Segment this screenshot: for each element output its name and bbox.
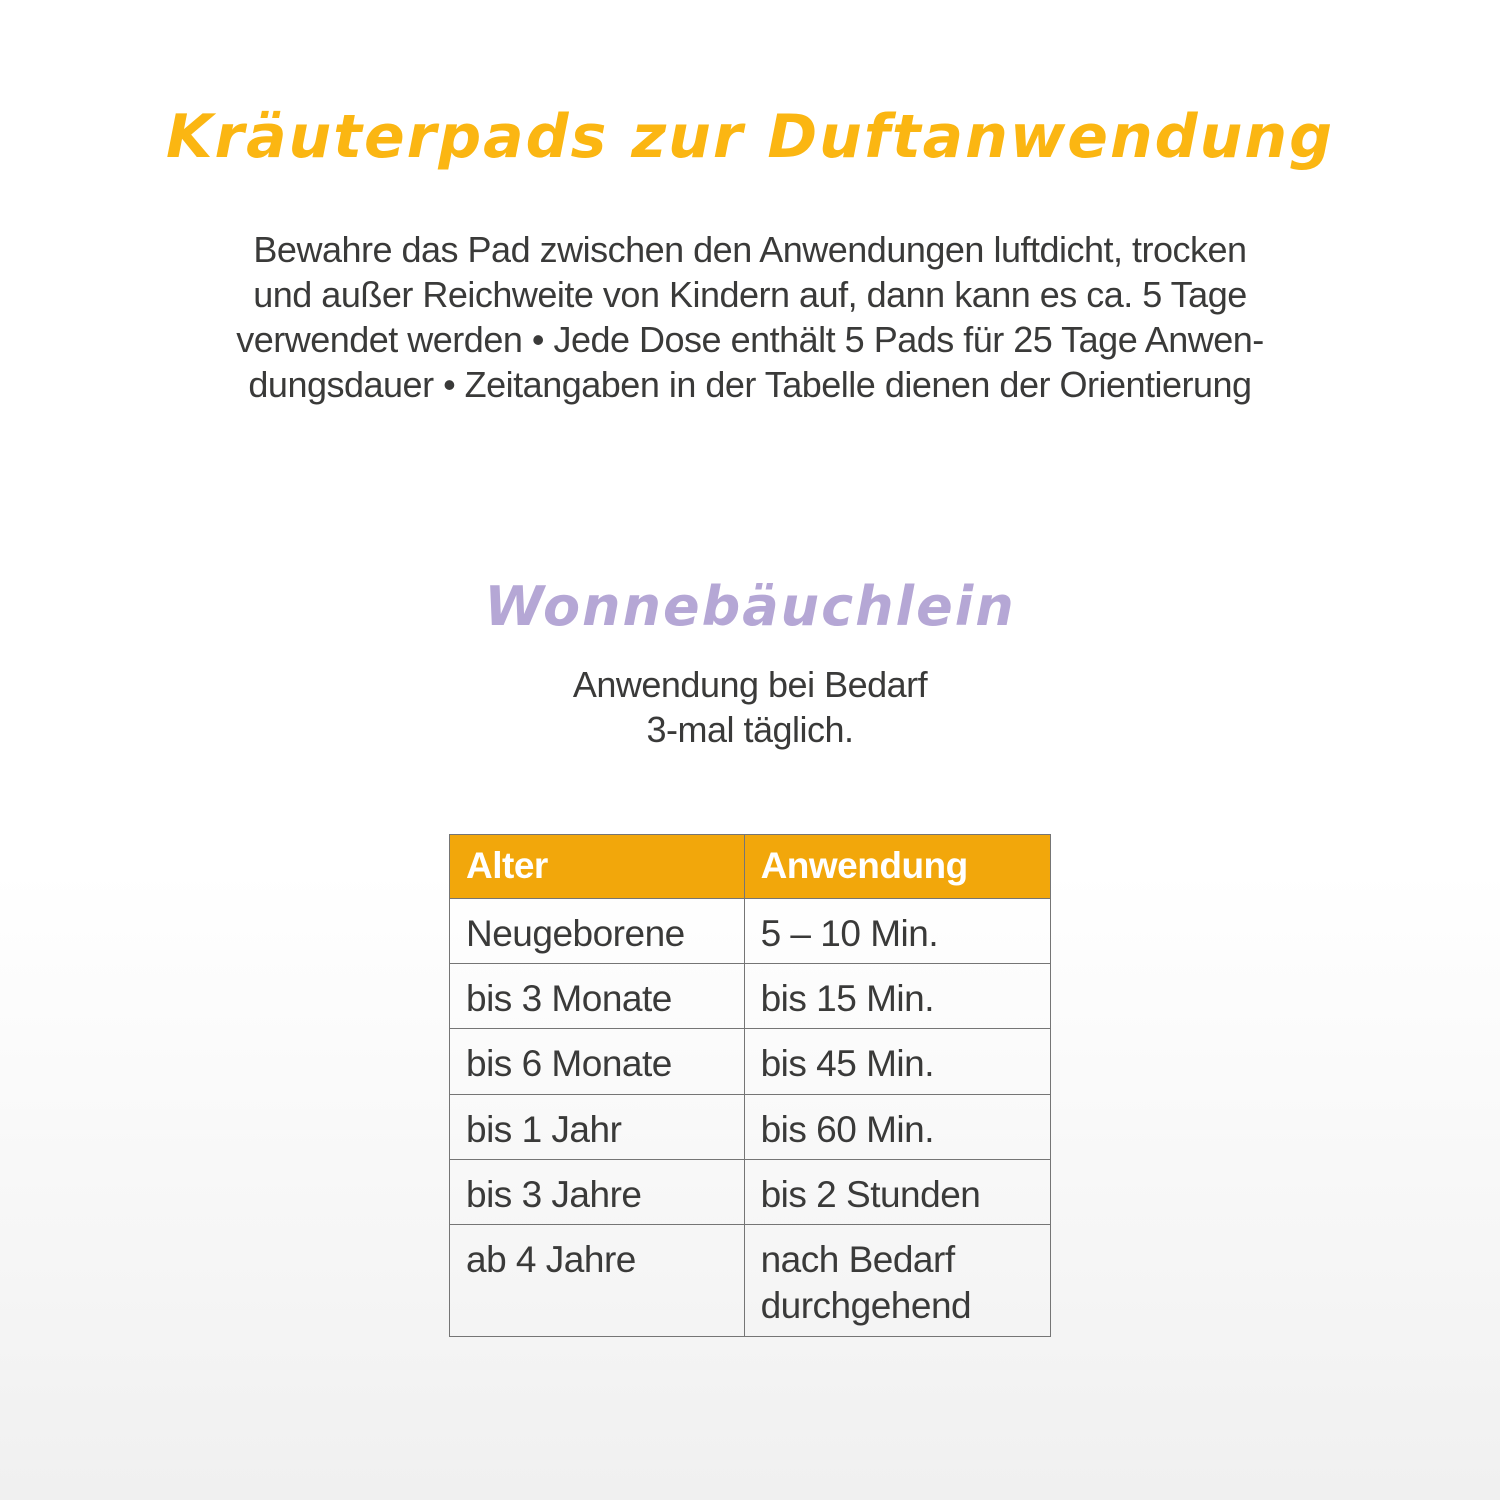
age-cell: ab 4 Jahre	[450, 1225, 745, 1337]
intro-line: Bewahre das Pad zwischen den Anwendungen luftdicht, trocken	[253, 229, 1247, 270]
column-header-anwendung: Anwendung	[744, 834, 1050, 898]
usage-note	[150, 662, 1350, 752]
duration-cell: bis 15 Min.	[744, 964, 1050, 1029]
table-row	[450, 1225, 1051, 1337]
duration-cell: bis 45 Min.	[744, 1029, 1050, 1094]
usage-note-line: 3-mal täglich.	[646, 708, 854, 750]
table-row	[450, 964, 1051, 1029]
dosage-table-header	[450, 834, 1051, 898]
intro-line: und außer Reichweite von Kindern auf, dann kann es ca. 5 Tage	[253, 274, 1247, 315]
age-cell: bis 3 Monate	[450, 964, 745, 1029]
page-title: Kräuterpads zur Duftanwendung	[165, 102, 1335, 172]
intro-line: dungsdauer • Zeitangaben in der Tabelle dienen der Orientierung	[248, 364, 1252, 405]
age-cell: bis 3 Jahre	[450, 1159, 745, 1224]
table-row	[450, 898, 1051, 963]
age-cell: bis 1 Jahr	[450, 1094, 745, 1159]
product-name-title: Wonnebäuchlein	[484, 575, 1016, 638]
table-row	[450, 1094, 1051, 1159]
column-header-alter: Alter	[450, 834, 745, 898]
usage-note-line: Anwendung bei Bedarf	[572, 663, 928, 705]
duration-cell: 5 – 10 Min.	[744, 898, 1050, 963]
table-row	[450, 1029, 1051, 1094]
age-cell: bis 6 Monate	[450, 1029, 745, 1094]
dosage-table-body	[450, 898, 1051, 1336]
age-cell: Neugeborene	[450, 898, 745, 963]
table-header-row	[450, 834, 1051, 898]
intro-paragraph	[150, 227, 1350, 407]
intro-line: verwendet werden • Jede Dose enthält 5 Pads für 25 Tage Anwen-	[236, 319, 1264, 360]
dosage-table	[449, 834, 1051, 1337]
duration-cell: bis 60 Min.	[744, 1094, 1050, 1159]
duration-cell: bis 2 Stunden	[744, 1159, 1050, 1224]
info-panel	[150, 95, 1350, 1337]
table-row	[450, 1159, 1051, 1224]
duration-cell: nach Bedarf durchgehend	[744, 1225, 1050, 1337]
